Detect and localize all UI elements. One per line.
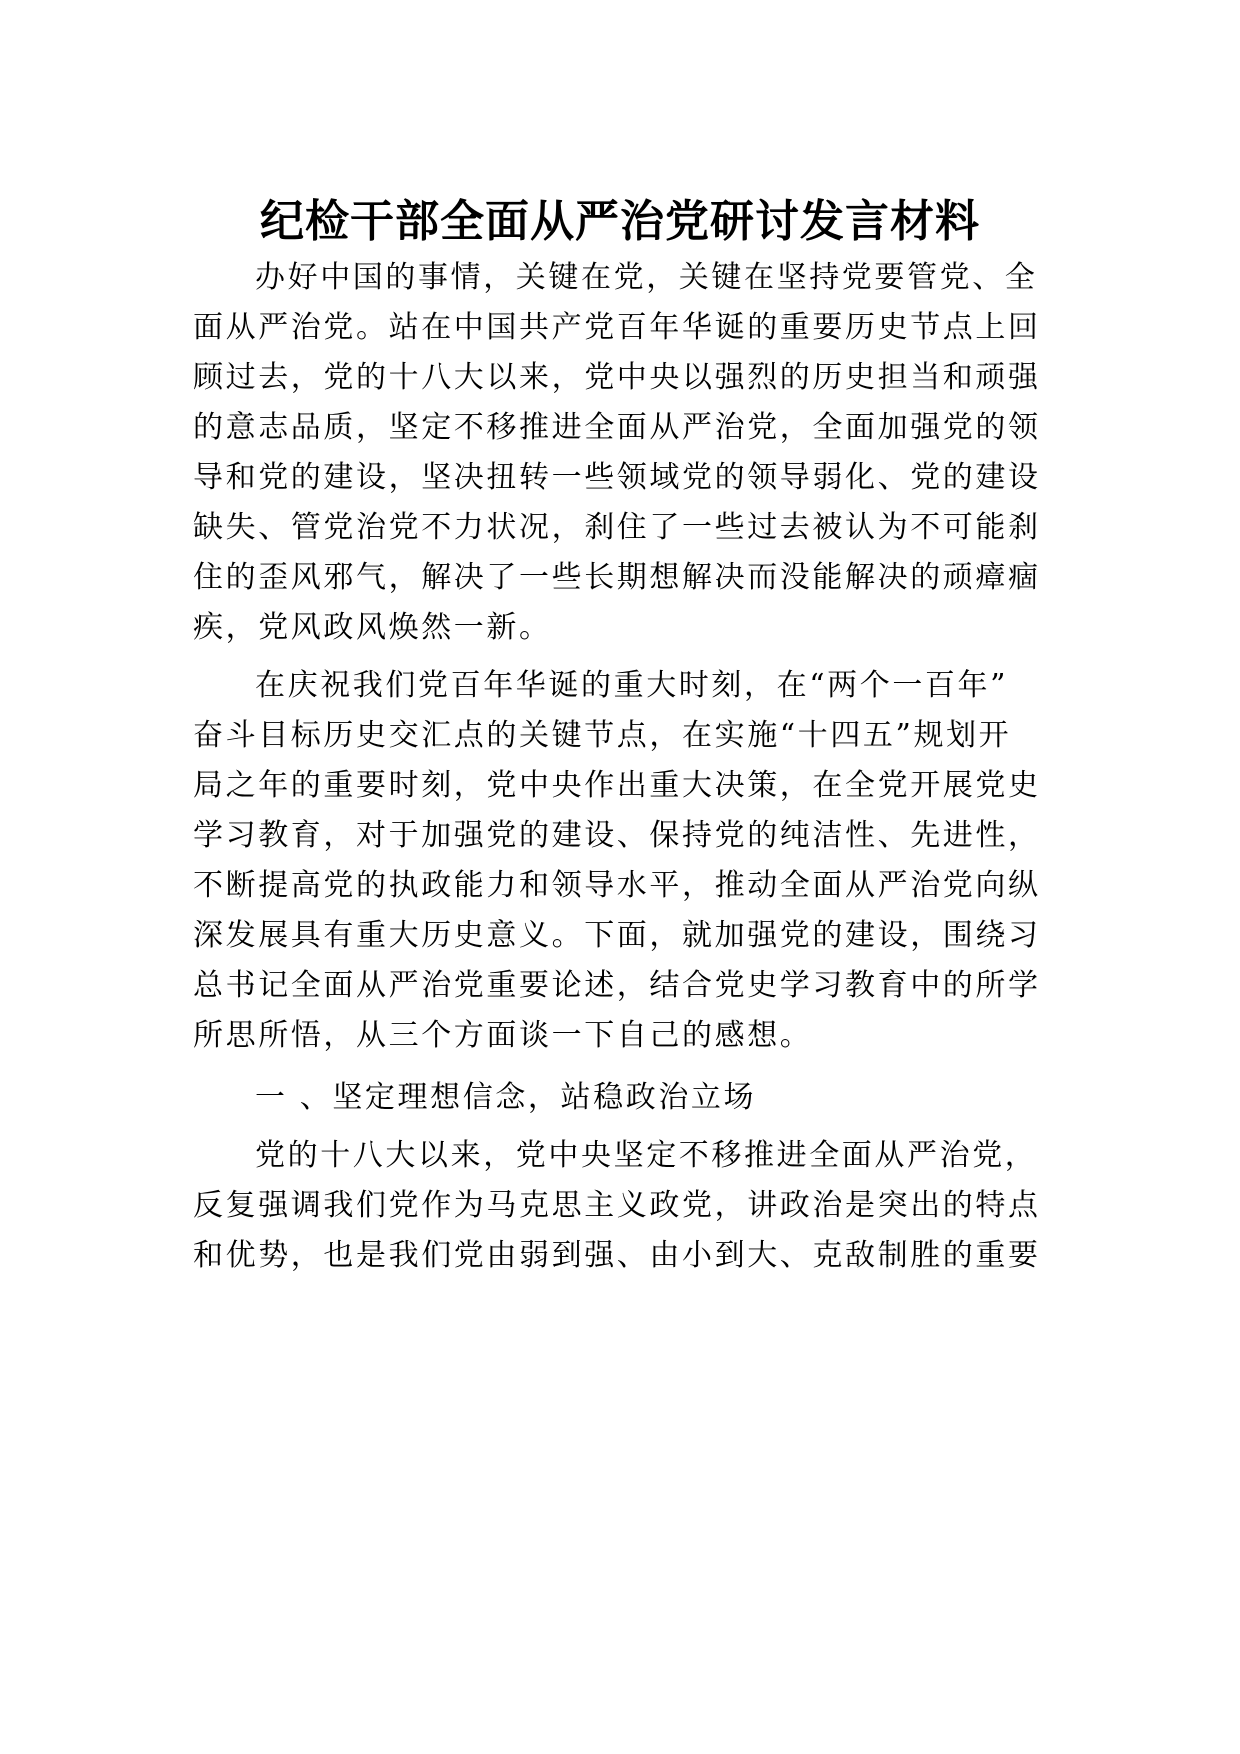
paragraph-1-line: 面从严治党。站在中国共产党百年华诞的重要历史节点上回 — [193, 310, 1041, 345]
paragraph-1-line: 疾，党风政风焕然一新。 — [193, 610, 552, 645]
paragraph-3-line: 反复强调我们党作为马克思主义政党，讲政治是突出的特点 — [193, 1188, 1041, 1223]
paragraph-2-line: 奋斗目标历史交汇点的关键节点，在实施“十四五”规划开 — [193, 718, 1012, 753]
paragraph-1-line: 顾过去，党的十八大以来，党中央以强烈的历史担当和顽强 — [193, 360, 1041, 395]
paragraph-3-line: 和优势，也是我们党由弱到强、由小到大、克敌制胜的重要 — [193, 1238, 1041, 1273]
paragraph-1-line: 导和党的建设，坚决扭转一些领域党的领导弱化、党的建设 — [193, 460, 1041, 495]
paragraph-2-line: 总书记全面从严治党重要论述，结合党史学习教育中的所学 — [193, 968, 1041, 1003]
section-heading: 一 、坚定理想信念，站稳政治立场 — [255, 1080, 757, 1115]
paragraph-2-line: 不断提高党的执政能力和领导水平，推动全面从严治党向纵 — [193, 868, 1041, 903]
paragraph-1-line: 办好中国的事情，关键在党，关键在坚持党要管党、全 — [255, 260, 1038, 295]
paragraph-2-line: 局之年的重要时刻，党中央作出重大决策，在全党开展党史 — [193, 768, 1041, 803]
document-title: 纪检干部全面从严治党研讨发言材料 — [260, 196, 980, 247]
paragraph-1-line: 住的歪风邪气，解决了一些长期想解决而没能解决的顽瘴痼 — [193, 560, 1041, 595]
paragraph-3-line: 党的十八大以来，党中央坚定不移推进全面从严治党， — [255, 1138, 1038, 1173]
paragraph-2-line: 所思所悟，从三个方面谈一下自己的感想。 — [193, 1018, 813, 1053]
paragraph-1-line: 的意志品质，坚定不移推进全面从严治党，全面加强党的领 — [193, 410, 1041, 445]
paragraph-2-line: 学习教育，对于加强党的建设、保持党的纯洁性、先进性， — [193, 818, 1041, 853]
paragraph-2-line: 在庆祝我们党百年华诞的重大时刻，在“两个一百年” — [255, 668, 1009, 703]
paragraph-2-line: 深发展具有重大历史意义。下面，就加强党的建设，围绕习 — [193, 918, 1041, 953]
paragraph-1-line: 缺失、管党治党不力状况，刹住了一些过去被认为不可能刹 — [193, 510, 1041, 545]
